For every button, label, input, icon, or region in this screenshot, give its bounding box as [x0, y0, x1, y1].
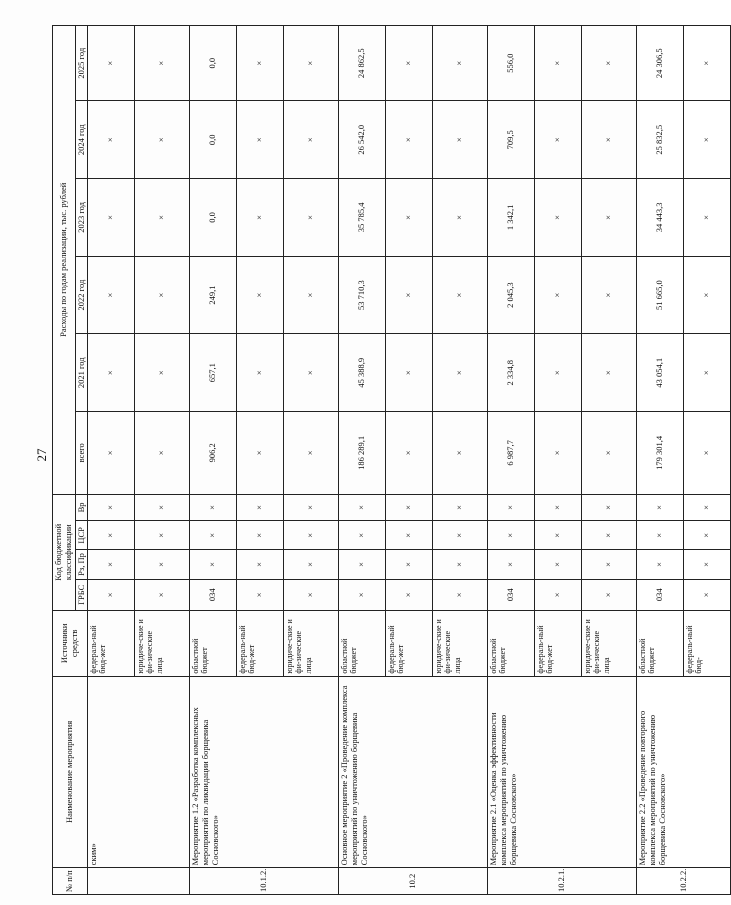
cell-grbs: × [433, 579, 488, 611]
cell-vr: × [488, 494, 535, 521]
cell-2023: × [135, 179, 190, 257]
table-row [88, 26, 135, 895]
header-source: Источники средств [53, 611, 88, 677]
cell-source: областной бюджет [339, 611, 386, 677]
header-vr: Вр [75, 494, 88, 521]
cell-2025: 556,0 [488, 26, 535, 101]
cell-2023: 1 342,1 [488, 179, 535, 257]
cell-rzpr: × [488, 550, 535, 579]
cell-2024: 0,0 [190, 101, 237, 179]
cell-vr: × [284, 494, 339, 521]
cell-rzpr: × [135, 550, 190, 579]
header-num: № п/п [53, 868, 88, 895]
cell-source: федераль-ный бюд-жет [88, 611, 135, 677]
cell-num: 10.2.2. [637, 868, 731, 895]
cell-2022: × [684, 256, 731, 334]
header-expenses: Расходы по годам реализации, тыс. рублей [53, 26, 76, 495]
cell-2021: × [237, 334, 284, 412]
cell-vr: × [339, 494, 386, 521]
cell-2022: 51 665,0 [637, 256, 684, 334]
cell-2024: 709,5 [488, 101, 535, 179]
cell-total: × [386, 412, 433, 495]
cell-grbs: × [339, 579, 386, 611]
cell-grbs: 034 [637, 579, 684, 611]
cell-csr: × [433, 521, 488, 550]
cell-num: 10.2.1. [488, 868, 637, 895]
cell-name: Мероприятие 2.2 «Проведение повторного комплекса мероприятий по уничтожению борщевика Сосновского» [637, 676, 731, 868]
cell-rzpr: × [386, 550, 433, 579]
cell-2021: × [433, 334, 488, 412]
cell-total: × [88, 412, 135, 495]
cell-2023: 34 443,3 [637, 179, 684, 257]
cell-2025: 24 862,5 [339, 26, 386, 101]
cell-2025: × [135, 26, 190, 101]
cell-source: областной бюджет [488, 611, 535, 677]
cell-vr: × [237, 494, 284, 521]
cell-csr: × [684, 521, 731, 550]
cell-grbs: × [135, 579, 190, 611]
cell-2022: 53 710,3 [339, 256, 386, 334]
cell-vr: × [88, 494, 135, 521]
cell-total: 906,2 [190, 412, 237, 495]
cell-rzpr: × [284, 550, 339, 579]
header-2021: 2021 год [75, 334, 88, 412]
cell-vr: × [135, 494, 190, 521]
cell-source: юридиче-ские и фи-зические лица [284, 611, 339, 677]
cell-2025: × [582, 26, 637, 101]
cell-vr: × [535, 494, 582, 521]
table-row [637, 26, 684, 895]
cell-rzpr: × [637, 550, 684, 579]
cell-2025: × [237, 26, 284, 101]
header-grbs: ГРБС [75, 579, 88, 611]
cell-csr: × [535, 521, 582, 550]
cell-total: × [684, 412, 731, 495]
cell-total: 6 987,7 [488, 412, 535, 495]
cell-csr: × [339, 521, 386, 550]
cell-2024: × [237, 101, 284, 179]
cell-2023: × [88, 179, 135, 257]
cell-2025: × [535, 26, 582, 101]
header-2022: 2022 год [75, 256, 88, 334]
cell-rzpr: × [433, 550, 488, 579]
cell-2023: 35 785,4 [339, 179, 386, 257]
cell-2021: 2 334,8 [488, 334, 535, 412]
table-row [190, 26, 237, 895]
cell-2023: × [284, 179, 339, 257]
cell-2025: 24 306,5 [637, 26, 684, 101]
cell-csr: × [284, 521, 339, 550]
cell-source: юридиче-ские и фи-зические лица [582, 611, 637, 677]
cell-total: × [237, 412, 284, 495]
cell-grbs: × [88, 579, 135, 611]
cell-rzpr: × [88, 550, 135, 579]
cell-grbs: × [386, 579, 433, 611]
cell-2025: × [88, 26, 135, 101]
cell-vr: × [190, 494, 237, 521]
cell-2025: × [684, 26, 731, 101]
cell-source: федераль-ный бюд-жет [237, 611, 284, 677]
cell-2025: × [386, 26, 433, 101]
cell-2023: × [433, 179, 488, 257]
cell-csr: × [637, 521, 684, 550]
header-2025: 2025 год [75, 26, 88, 101]
cell-csr: × [582, 521, 637, 550]
cell-grbs: 034 [190, 579, 237, 611]
header-2024: 2024 год [75, 101, 88, 179]
cell-vr: × [637, 494, 684, 521]
cell-grbs: × [284, 579, 339, 611]
cell-total: × [433, 412, 488, 495]
cell-2021: × [582, 334, 637, 412]
cell-2025: × [284, 26, 339, 101]
cell-source: областной бюджет [637, 611, 684, 677]
cell-num: 10.2 [339, 868, 488, 895]
cell-source: федераль-ный бюд-жет [386, 611, 433, 677]
cell-rzpr: × [237, 550, 284, 579]
cell-2021: 43 054,1 [637, 334, 684, 412]
cell-grbs: 034 [488, 579, 535, 611]
expenses-table [52, 25, 731, 895]
cell-total: × [135, 412, 190, 495]
cell-2023: 0,0 [190, 179, 237, 257]
cell-source: федераль-ный бюд- [684, 611, 731, 677]
cell-2024: × [284, 101, 339, 179]
cell-num: 10.1.2. [190, 868, 339, 895]
cell-vr: × [386, 494, 433, 521]
cell-name: Основное мероприятие 2 «Проведение комплекса мероприятий по уничтожению борщевика Сосновского» [339, 676, 488, 868]
cell-source: юридиче-ские и фи-зические лица [135, 611, 190, 677]
cell-total: 179 301,4 [637, 412, 684, 495]
cell-2021: × [535, 334, 582, 412]
cell-2024: × [535, 101, 582, 179]
cell-rzpr: × [339, 550, 386, 579]
cell-2022: 2 045,3 [488, 256, 535, 334]
cell-2024: × [582, 101, 637, 179]
page-number: 27 [34, 448, 49, 462]
cell-2024: 26 542,0 [339, 101, 386, 179]
table-row [339, 26, 386, 895]
cell-vr: × [684, 494, 731, 521]
cell-rzpr: × [684, 550, 731, 579]
cell-2022: × [386, 256, 433, 334]
cell-2021: × [386, 334, 433, 412]
cell-csr: × [135, 521, 190, 550]
cell-2021: 657,1 [190, 334, 237, 412]
cell-2023: × [237, 179, 284, 257]
cell-grbs: × [582, 579, 637, 611]
cell-2022: × [237, 256, 284, 334]
cell-2024: × [135, 101, 190, 179]
cell-csr: × [386, 521, 433, 550]
cell-total: × [284, 412, 339, 495]
cell-2024: 25 832,5 [637, 101, 684, 179]
cell-2022: × [535, 256, 582, 334]
cell-2022: 249,1 [190, 256, 237, 334]
header-rzpr: Рз, Пр [75, 550, 88, 579]
cell-2025: × [433, 26, 488, 101]
cell-2021: × [684, 334, 731, 412]
cell-2023: × [582, 179, 637, 257]
header-name: Наименование мероприятия [53, 676, 88, 868]
cell-2024: × [433, 101, 488, 179]
cell-2024: × [684, 101, 731, 179]
cell-csr: × [237, 521, 284, 550]
header-2023: 2023 год [75, 179, 88, 257]
cell-2023: × [386, 179, 433, 257]
cell-source: областной бюджет [190, 611, 237, 677]
cell-source: федераль-ный бюд-жет [535, 611, 582, 677]
header-csr: ЦСР [75, 521, 88, 550]
cell-2021: 45 388,9 [339, 334, 386, 412]
cell-grbs: × [684, 579, 731, 611]
cell-rzpr: × [190, 550, 237, 579]
cell-source: юридиче-ские и фи-зические лица [433, 611, 488, 677]
header-total: всего [75, 412, 88, 495]
cell-vr: × [582, 494, 637, 521]
cell-2022: × [582, 256, 637, 334]
rotated-content [24, 15, 712, 895]
cell-csr: × [488, 521, 535, 550]
cell-grbs: × [237, 579, 284, 611]
cell-2022: × [433, 256, 488, 334]
cell-2021: × [135, 334, 190, 412]
cell-rzpr: × [582, 550, 637, 579]
cell-name: Мероприятие 1.2 «Разработка комплексных мероприятий по ликвидации борщевика Сосновского» [190, 676, 339, 868]
cell-csr: × [190, 521, 237, 550]
cell-num [88, 868, 190, 895]
cell-2025: 0,0 [190, 26, 237, 101]
cell-2021: × [88, 334, 135, 412]
cell-2022: × [284, 256, 339, 334]
cell-2024: × [386, 101, 433, 179]
cell-2021: × [284, 334, 339, 412]
cell-name: Мероприятие 2.1 «Оценка эффективности комплекса мероприятий по уничтожению борщевика Сосновского» [488, 676, 637, 868]
cell-grbs: × [535, 579, 582, 611]
cell-rzpr: × [535, 550, 582, 579]
cell-2022: × [135, 256, 190, 334]
header-budget-code: Код бюджетной классификации [53, 494, 76, 611]
cell-2023: × [535, 179, 582, 257]
cell-2022: × [88, 256, 135, 334]
table-row [488, 26, 535, 895]
cell-csr: × [88, 521, 135, 550]
cell-total: 186 289,1 [339, 412, 386, 495]
cell-name: ским» [88, 676, 190, 868]
cell-vr: × [433, 494, 488, 521]
cell-2024: × [88, 101, 135, 179]
cell-total: × [582, 412, 637, 495]
cell-2023: × [684, 179, 731, 257]
cell-total: × [535, 412, 582, 495]
